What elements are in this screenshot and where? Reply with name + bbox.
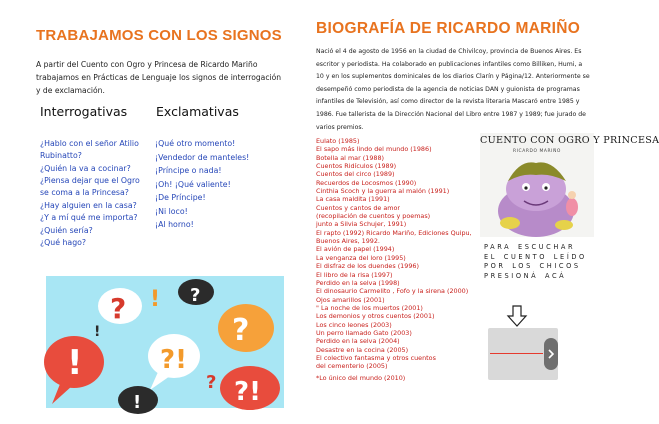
list-item: Ojos amarillos (2001) [316,295,385,304]
list-item: El dinosaurio Carmelito , Fofo y la sirena (2000) [316,287,469,296]
list-item: del cementerio (2005) [316,362,388,371]
biography-paragraph: Nació el 4 de agosto de 1956 en la ciudad de Chivilcoy, provincia de Buenos Aires. Es escritor y periodista. Ha colaborado en publicaciones infantiles como Billiken, Humi, a 10 y en los suplementos dominicales de los diarios Clarín y Página/12. Anteriormente se desempeñó como periodista de la agencia de noticias DAN y guionista de programas infantiles de Televisión, así como director de la revista literaria Mascaró entre 1985 y 1986. Fue tallerista de la Dirección Nacional del Libro entre 1987 y 1989; fue jurado de varios premios. [316,48,590,131]
list-item: Perdido en la selva (2004) [316,337,400,346]
list-item: ¡Oh! ¡Qué valiente! [155,179,231,189]
list-item: *Lo único del mundo (2010) [316,373,406,382]
biografia-title: BIOGRAFÍA DE RICARDO MARIÑO [316,20,581,37]
left-page [0,0,300,424]
intro-paragraph: A partir del Cuento con Ogro y Princesa de Ricardo Mariño trabajamos en Prácticas de Lenguaje los signos de interrogación y de exclamación. [36,60,282,96]
book-cover-image [480,133,659,237]
list-item: ¡Ni loco! [155,206,188,216]
list-item: Desastre en la cocina (2005) [316,345,409,354]
list-item: ¿Y a mí qué me importa? [40,213,138,222]
interrogativas-list [40,138,150,250]
svg-text:?: ? [206,372,217,393]
list-item: Recuerdos de Locosmos (1990) [316,178,417,187]
list-item: ¿Piensa dejar que el Ogro se coma a la Princesa? [40,176,140,197]
book-cover-author: RICARDO MARIÑO [513,149,561,154]
list-item: Cuentos del circo (1989) [316,170,395,179]
speech-bubbles-illustration [46,276,284,413]
list-item: ¿Quién la va a cocinar? [40,163,131,173]
list-item: Un perro llamado Gato (2003) [316,328,412,337]
list-item: La venganza del loro (1995) [316,253,406,262]
list-item: El avión de papel (1994) [316,245,395,254]
book-cover-title: CUENTO CON OGRO Y PRINCESA [480,135,659,146]
svg-text:?: ? [110,292,127,325]
svg-text:!: ! [94,324,101,340]
listen-instructions: PARA ESCUCHAR EL CUENTO LEÍDO POR LOS CHICOS PRESIONÁ ACÁ [484,243,587,280]
works-list [316,137,486,382]
list-item: (recopilación de cuentos y poemas) [316,212,431,221]
list-item: ¡Al horno! [155,220,194,229]
interrogativas-heading: Interrogativas [40,104,128,119]
punctuation-signs-image [46,276,284,413]
list-item: " La noche de los muertos (2001) [316,303,423,312]
list-item: ¿Hay alguien en la casa? [40,200,137,210]
list-item: ¡Qué otro momento! [155,139,236,148]
list-item: El disfraz de los duendes (1996) [316,262,419,271]
exclamativas-heading: Exclamativas [156,104,239,119]
svg-text:?!: ?! [234,377,261,407]
list-item: Cinthia Scoch y la guerra al malón (1991) [316,187,450,196]
list-item: ¡Príncipe o nada! [155,166,222,175]
next-button[interactable] [544,338,558,370]
list-item: ¿Quién sería? [40,225,93,235]
svg-text:?!: ?! [160,345,187,375]
list-item: El libro de la risa (1997) [316,270,393,279]
signos-title: TRABAJAMOS CON LOS SIGNOS [36,27,282,44]
list-item: Cuentos y cantos de amor [316,203,401,212]
list-item: Los demonios y otros cuentos (2001) [316,312,435,321]
svg-text:!: ! [150,287,161,312]
list-item: Botella al mar (1988) [316,153,385,162]
playback-progress-line [490,353,543,354]
svg-text:!: ! [67,343,83,383]
list-item: ¡De Príncipe! [155,193,206,202]
list-item: Cuentos Ridículos (1989) [316,162,397,171]
list-item: Eulato (1985) [316,137,360,145]
list-item: Perdido en la selva (1998) [316,278,400,287]
list-item: Buenos Aires, 1992. [316,237,380,246]
svg-text:?: ? [232,313,250,348]
list-item: El rapto (1992) Ricardo Mariño, Ediciones Quipu, [316,228,472,237]
audio-player[interactable] [488,328,558,380]
list-item: junto a Silvia Schujer, 1991) [316,220,407,229]
list-item: El sapo más lindo del mundo (1986) [316,145,432,154]
list-item: El colectivo fantasma y otros cuentos [316,353,436,362]
list-item: ¿Hablo con el señor Atilio Rubinatto? [40,139,139,160]
ogre-illustration [480,133,659,237]
svg-text:!: ! [133,392,142,413]
chevron-right-icon [544,338,558,370]
list-item: Los cinco leones (2003) [316,320,392,329]
list-item: ¿Qué hago? [40,238,87,247]
svg-text:?: ? [190,285,201,306]
list-item: ¡Vendedor de manteles! [155,152,250,162]
exclamativas-list [155,138,275,233]
list-item: La casa maldita (1991) [316,195,390,204]
arrow-down-icon [507,305,527,327]
